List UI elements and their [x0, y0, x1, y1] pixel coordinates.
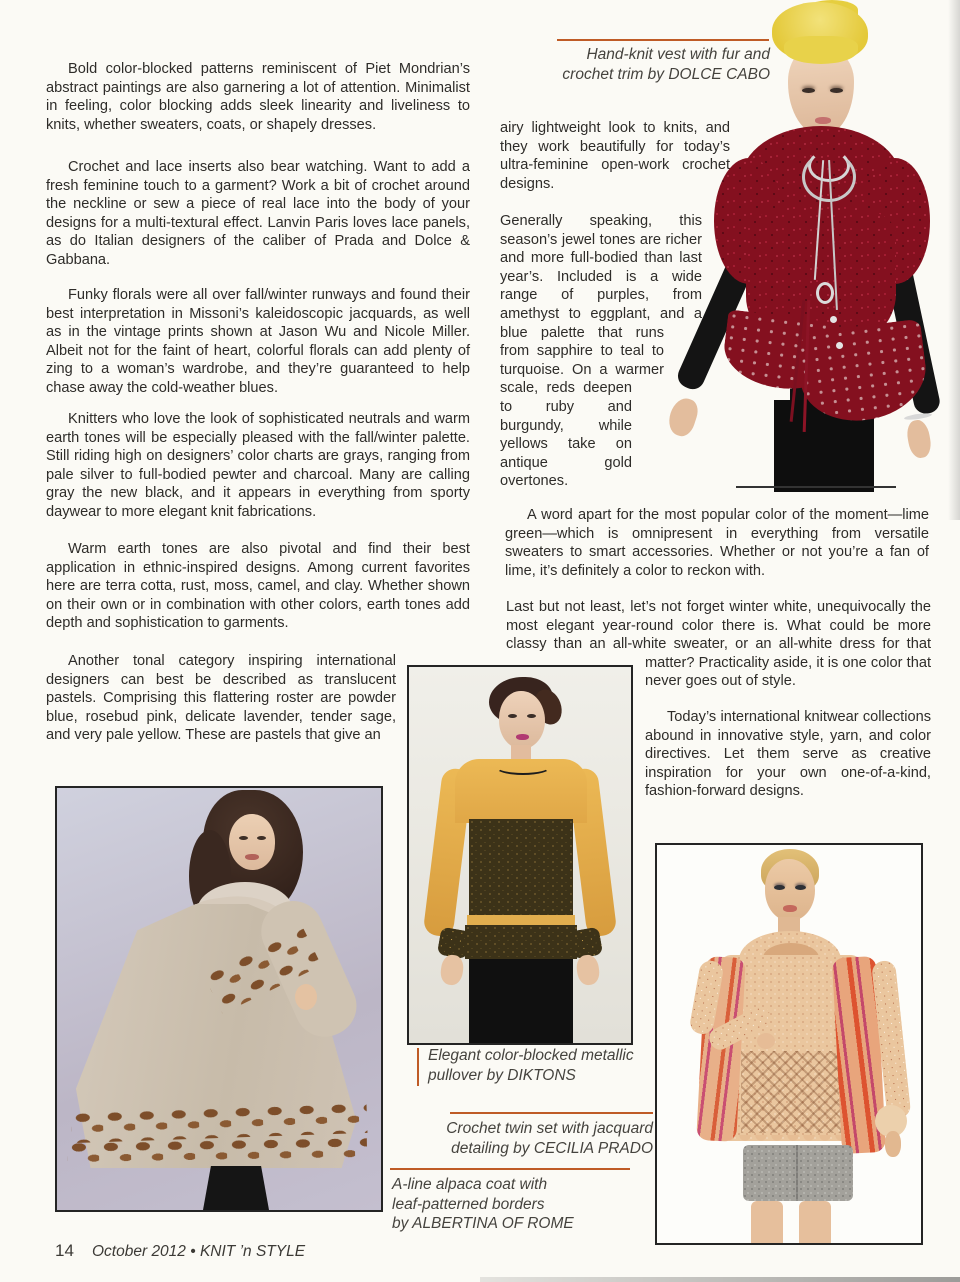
model-face	[229, 814, 275, 870]
model-eye	[774, 885, 785, 890]
floor-line	[736, 486, 896, 488]
caption-prado	[408, 1119, 653, 1158]
caption-rule-prado	[450, 1112, 653, 1114]
paragraph-text: Last but not least, let’s not forget winter white, unequivocally the most elegant year-round color there is. What could be more classy than an all-white sweater, or an all-white dress for that matter? Practicality aside, it is one color that never goes out of style.	[506, 599, 931, 690]
necklace-pendant	[830, 316, 837, 323]
model-hand	[439, 954, 465, 987]
model-hand	[905, 418, 933, 459]
sweater-neckline	[495, 759, 551, 775]
paragraph-lime-green: A word apart for the most popular color of the moment—lime green—which is omnipresent in everything from versatile sweaters to smart accessories. Whether or not you’re a fan of lime, it’s definitely a color to reckon with.	[505, 507, 929, 579]
caption-rule-albertina	[390, 1168, 630, 1170]
model-eye	[795, 885, 806, 890]
model-eye	[802, 88, 815, 93]
model-face	[499, 691, 545, 749]
model-lips	[245, 854, 259, 860]
sweater-gold-stripe	[467, 915, 575, 925]
lace-diamond-texture	[741, 1051, 841, 1133]
caption-line: detailing by CECILIA PRADO	[451, 1139, 653, 1157]
model-eye	[527, 714, 536, 718]
model-hand	[575, 954, 601, 987]
model-hand	[665, 395, 701, 439]
model-leg	[799, 1201, 831, 1243]
model-leg	[751, 1201, 783, 1243]
necklace-pendant	[816, 282, 834, 304]
paragraph-airy-knits: airy lightweight look to knits, and they work beautifully for today’s ultra-feminine open-work crochet designs.	[500, 120, 730, 192]
sweater-bronze-block	[469, 819, 573, 915]
model-hand	[885, 1131, 901, 1157]
necklace-pendant	[836, 342, 843, 349]
model-legs	[203, 1166, 269, 1210]
caption-line: by ALBERTINA OF ROME	[392, 1215, 574, 1232]
hem-leaf-band	[67, 1133, 367, 1168]
paragraph-funky-florals: Funky florals were all over fall/winter runways and found their best interpretation in Missoni’s kaleidoscopic jacquards, as well as in the vintage prints shown at Jason Wu and Nicole Miller. Albeit not for the faint of heart, colorful florals can add plenty of zing to a woman’s wardrobe, and they’re guaranteed to help chase away the cold-weather blues.	[46, 287, 470, 396]
caption-albertina	[392, 1175, 642, 1234]
paragraph-earth-tones: Warm earth tones are also pivotal and find their best application in ethnic-inspired designs. Among current favorites here are terra cotta, rust, moss, camel, and clay. Whether shown on their own or in combination with other colors, earth tones add depth and sophistication to garments.	[46, 541, 470, 632]
paragraph-neutrals-grays: Knitters who love the look of sophisticated neutrals and warm earth tones will be especially pleased with the fall/winter palette. Still riding high on designers’ color charts are grays, ranging from pale silver to full-bodied pewter and charcoal. Many are calling gray the new black, and it appears in everything from sporty daywear to more elegant knit fabrications.	[46, 411, 470, 520]
caption-line: Crochet twin set with jacquard	[446, 1120, 653, 1137]
model-hand	[757, 1033, 775, 1049]
caption-line: leaf-patterned borders	[392, 1195, 545, 1213]
paragraph-color-blocking: Bold color-blocked patterns reminiscent of Piet Mondrian’s abstract paintings are also garnering a lot of attention. Minimalist in feeling, color blocking adds sleek linearity and liveliness to knits, whether sweaters, coats, or shapely dresses.	[46, 61, 470, 133]
page-edge-shadow-bottom	[480, 1277, 960, 1282]
photo-albertina-coat	[55, 786, 383, 1212]
caption-line: crochet trim by DOLCE CABO	[562, 65, 770, 83]
model-eye	[257, 836, 266, 840]
tweed-shorts	[743, 1145, 853, 1201]
photo-cecilia-prado-twinset	[655, 843, 923, 1245]
caption-diktons	[428, 1046, 658, 1085]
black-pants	[469, 959, 573, 1043]
paragraph-closing: Today’s international knitwear collections abound in innovative style, yarn, and color directives. Let them serve as creative inspiration for your own one-of-a-kind, fashion-forward designs.	[645, 709, 931, 800]
caption-line: A-line alpaca coat with	[392, 1176, 548, 1193]
model-hand	[295, 984, 317, 1010]
paragraph-crochet-lace: Crochet and lace inserts also bear watching. Want to add a fresh feminine touch to a garment? Work a bit of crochet around the neckline or sew a piece of real lace into the body of your designs for a multi-textural effect. Lanvin Paris loves lace panels, as do Italian designers of the caliber of Prada and Dolce & Gabbana.	[46, 159, 470, 268]
page-number: 14	[55, 1241, 74, 1260]
model-eye	[239, 836, 248, 840]
page-edge-shadow-right	[948, 0, 960, 520]
caption-line: Elegant color-blocked metallic	[428, 1047, 634, 1064]
shorts-seam	[796, 1145, 798, 1201]
model-eye	[830, 88, 843, 93]
model-lips	[783, 905, 797, 912]
caption-rule-diktons	[417, 1048, 419, 1086]
caption-line: pullover by DIKTONS	[428, 1066, 576, 1084]
photo-diktons-pullover	[407, 665, 633, 1045]
model-eye	[508, 714, 517, 718]
sweater-bronze-band	[465, 925, 577, 959]
footer-issue-title: October 2012 • KNIT ’n STYLE	[92, 1243, 306, 1260]
model-bangs	[784, 36, 858, 64]
model-lips	[815, 117, 831, 124]
photo-dolce-cabo-vest	[648, 0, 940, 492]
caption-line: Hand-knit vest with fur and	[586, 46, 770, 63]
paragraph-text: Generally speaking, this season’s jewel tones are richer and more full-bodied than last year’s. Included is a wide range of purples, from amethyst to eggplant, and a blue palette that runs from sapphire to teal to turquoise. On a warmer scale, reds deepen to ruby and burgundy, while yellows take on antique gold overtones.	[500, 213, 702, 490]
model-lips	[516, 734, 529, 740]
paragraph-pastels: Another tonal category inspiring international designers can best be described as translucent pastels. Comprising this flattering roster are powder blue, rosebud pink, delicate lavender, tender sage, and very pale yellow. These are pastels that give an	[46, 653, 396, 744]
